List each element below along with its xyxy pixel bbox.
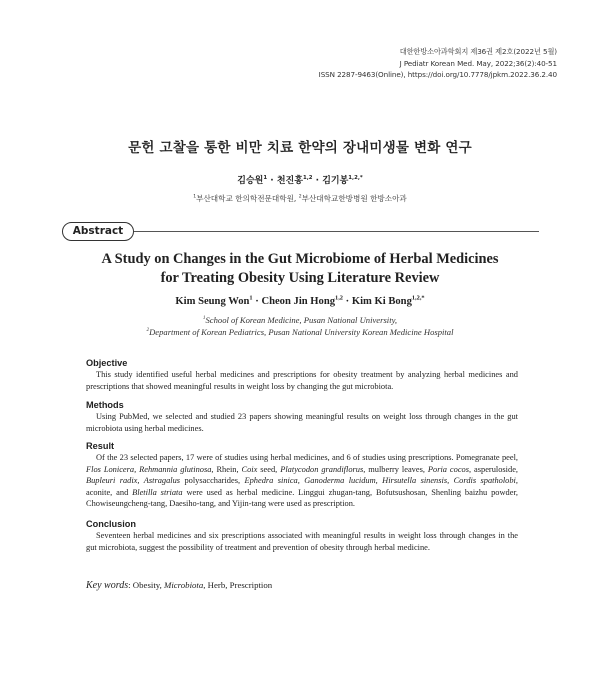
korean-authors bbox=[0, 173, 600, 186]
author-en-3: Kim Ki Bong bbox=[351, 296, 412, 307]
affil-en-line-1 bbox=[0, 315, 600, 327]
author-en-2-sup: 1,2 bbox=[335, 294, 343, 302]
affil-ko-1: 부산대학교 한의학전문대학원, bbox=[196, 194, 299, 203]
author-separator: · bbox=[342, 296, 352, 307]
result-text-part: polysaccharides, bbox=[180, 476, 245, 485]
keyword-text: Obesity, bbox=[132, 580, 164, 590]
affil-en-2-sup: 2 bbox=[146, 326, 150, 333]
result-text-part: Of the 23 selected papers, 17 were of studies using herbal medicines, and 6 of studies using prescriptions. Pomegranate peel, bbox=[96, 453, 518, 462]
author-separator: · bbox=[312, 176, 323, 186]
author-ko-3-sup: 1,2,* bbox=[348, 175, 363, 181]
result-herb-name: Bletilla striata bbox=[132, 487, 183, 497]
author-ko-2: 천진홍 bbox=[276, 176, 303, 186]
result-text-part: seed, bbox=[257, 464, 281, 474]
journal-info bbox=[319, 46, 557, 81]
author-en-2: Cheon Jin Hong bbox=[261, 296, 336, 307]
keywords-colon: : bbox=[128, 580, 133, 590]
result-heading: Result bbox=[86, 441, 115, 451]
objective-text: This study identified useful herbal medicines and prescriptions for obesity treatment by analyzing herbal medicines and prescriptions that showed meaningful results in weight loss by changing the gut microbiota. bbox=[86, 370, 518, 391]
result-herb-name: Ephedra sinica, Ganoderma lucidum, Hirsutella sinensis, Cordis spatholobi bbox=[244, 476, 516, 485]
author-separator: · bbox=[252, 296, 262, 307]
result-text-part: , Rhein, bbox=[211, 464, 242, 474]
result-text-part: , aconite, and bbox=[86, 476, 518, 497]
conclusion-text: Seventeen herbal medicines and six prescriptions associated with meaningful results in weight loss through changes in the gut microbiota, suggest the possibility of treatment and prevention of obesity through herbal medicine. bbox=[86, 531, 518, 552]
methods-text: Using PubMed, we selected and studied 23 papers showing meaningful results on weight loss through changes in the gut microbiota using herbal medicines. bbox=[86, 412, 518, 433]
result-herb-name: Poria cocos bbox=[427, 464, 469, 474]
english-affiliations bbox=[0, 315, 600, 338]
author-ko-3: 김기봉 bbox=[322, 176, 349, 186]
affil-ko-1-sup: 1 bbox=[193, 194, 197, 200]
objective-heading: Objective bbox=[86, 358, 128, 368]
author-ko-2-sup: 1,2 bbox=[302, 175, 313, 181]
keywords-label: Key words bbox=[86, 580, 129, 591]
author-en-1: Kim Seung Won bbox=[175, 296, 250, 307]
result-text-part: were used as herbal medicine. Linggui zhugan-tang, Bofutsushosan, Shenling baizhu powder, Chowiseungcheng-tang, Daesiho-tang, and Yijin-tang were used as prescription. bbox=[86, 487, 518, 508]
methods-heading: Methods bbox=[86, 400, 124, 410]
english-title-line-1: A Study on Changes in the Gut Microbiome of Herbal Medicines bbox=[101, 251, 499, 267]
journal-issn-doi: ISSN 2287-9463(Online), https://doi.org/10.7778/jpkm.2022.36.2.40 bbox=[318, 70, 557, 80]
result-text bbox=[86, 452, 518, 510]
result-text-part: , asperuloside, bbox=[469, 464, 519, 474]
section-conclusion bbox=[86, 519, 518, 553]
affil-ko-2: 부산대학교한방병원 한방소아과 bbox=[301, 194, 407, 203]
korean-title: 문헌 고찰을 통한 비만 치료 한약의 장내미생물 변화 연구 bbox=[128, 140, 472, 156]
result-herb-name: Platycodon grandiflorus bbox=[280, 464, 364, 474]
affil-en-line-2 bbox=[0, 327, 600, 339]
korean-affiliations bbox=[0, 193, 600, 204]
english-authors bbox=[0, 296, 600, 307]
result-herb-name: Flos Lonicera, Rehmannia glutinosa bbox=[86, 464, 212, 474]
affil-en-1-sup: 1 bbox=[202, 315, 206, 322]
section-objective bbox=[86, 358, 518, 392]
result-herb-name: Coix bbox=[241, 464, 258, 474]
affil-ko-2-sup: 2 bbox=[298, 194, 302, 200]
abstract-label: Abstract bbox=[62, 222, 134, 241]
keyword-text: , Herb, Prescription bbox=[203, 580, 273, 590]
affil-en-1: School of Korean Medicine, Pusan National University, bbox=[205, 315, 398, 325]
keywords bbox=[86, 580, 272, 591]
conclusion-heading: Conclusion bbox=[86, 519, 137, 529]
affil-en-2: Department of Korean Pediatrics, Pusan National University Korean Medicine Hospital bbox=[149, 326, 454, 337]
section-result bbox=[86, 441, 518, 510]
author-ko-1-sup: 1 bbox=[263, 175, 268, 181]
english-title bbox=[0, 250, 600, 288]
keyword-italic: Microbiota bbox=[164, 580, 204, 590]
author-en-1-sup: 1 bbox=[249, 294, 253, 302]
english-title-line-2: for Treating Obesity Using Literature Review bbox=[160, 270, 440, 286]
journal-volume: 대한한방소아과학회지 제36권 제2호(2022년 5월) bbox=[399, 47, 557, 56]
section-methods bbox=[86, 400, 518, 434]
abstract-divider bbox=[134, 231, 539, 232]
result-text-part: , mulberry leaves, bbox=[363, 464, 428, 474]
author-ko-1: 김승원 bbox=[237, 176, 264, 186]
author-separator: · bbox=[267, 176, 277, 186]
author-en-3-sup: 1,2,* bbox=[411, 294, 425, 302]
journal-citation: J Pediatr Korean Med. May, 2022;36(2):40-51 bbox=[399, 58, 557, 68]
result-herb-name: Bupleuri radix, Astragalus bbox=[86, 476, 181, 485]
